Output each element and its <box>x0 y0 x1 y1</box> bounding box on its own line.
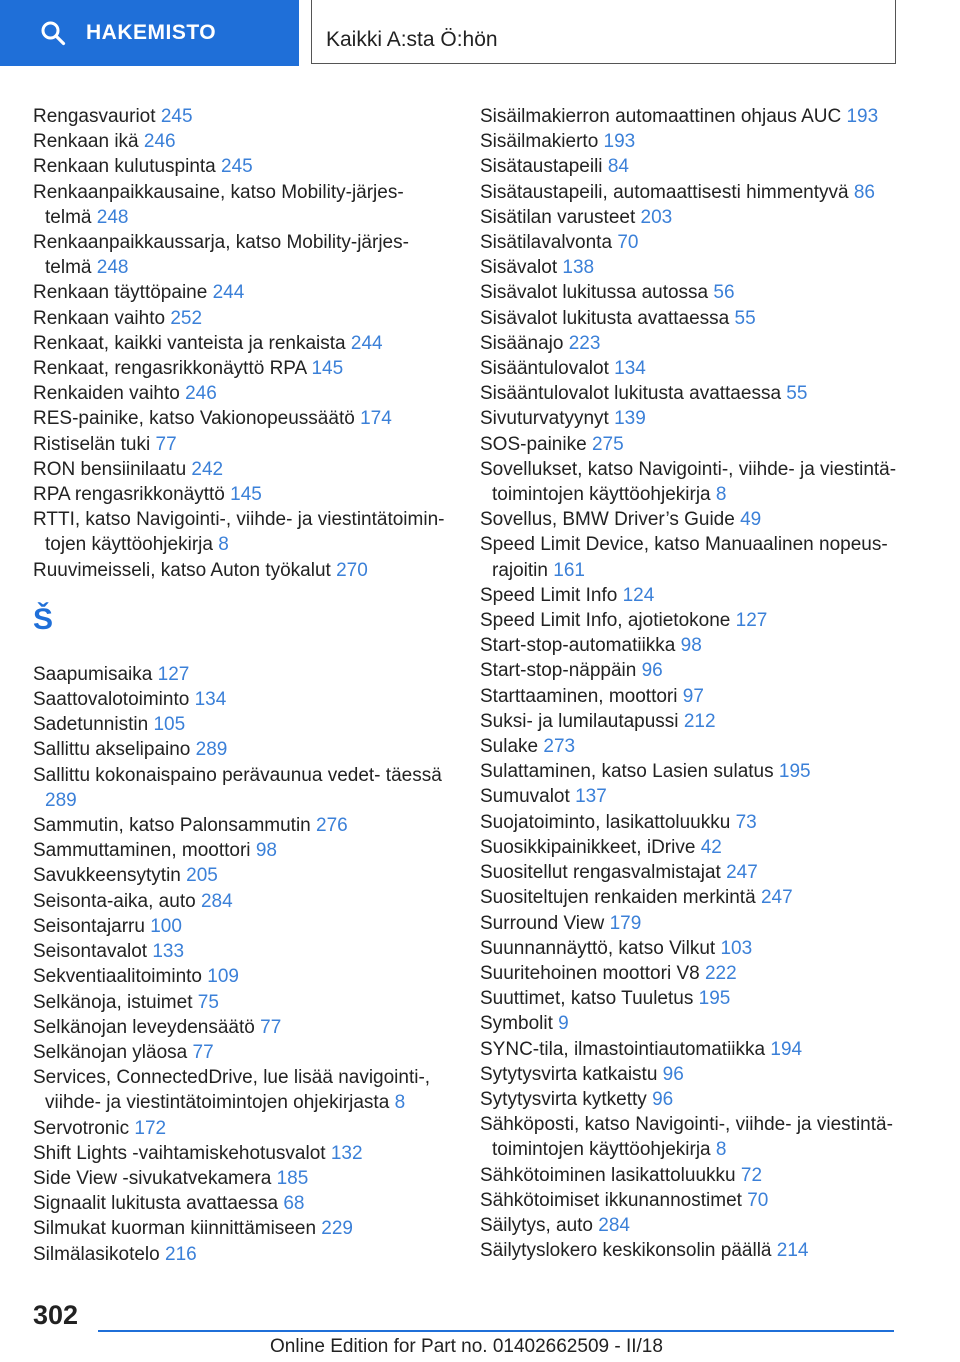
index-term: Suojatoiminto, lasikattoluukku <box>480 811 731 833</box>
index-entry <box>33 558 453 583</box>
index-term: Sammuttaminen, moottori <box>33 840 251 862</box>
index-term: Sisävalot lukitussa autossa <box>480 282 709 304</box>
index-entry <box>480 255 910 280</box>
page-reference-link[interactable]: 100 <box>150 915 182 937</box>
page-reference-link[interactable]: 252 <box>170 307 203 329</box>
index-term: Sovellus, BMW Driver’s Guide <box>480 509 735 531</box>
page-reference-link[interactable]: 8 <box>715 484 727 506</box>
page-reference-link[interactable]: 275 <box>591 433 624 455</box>
page-reference-link[interactable]: 70 <box>617 232 639 254</box>
page-reference-link[interactable]: 205 <box>186 865 218 887</box>
index-entry <box>33 763 453 813</box>
page-reference-link[interactable]: 127 <box>157 663 190 685</box>
index-term: Suosikkipainikkeet, iDrive <box>480 836 696 858</box>
page-reference-link[interactable]: 134 <box>194 689 227 711</box>
index-entry <box>480 381 910 406</box>
index-term: Sisäilmakierto <box>480 131 599 153</box>
page-reference-link[interactable]: 203 <box>640 206 673 228</box>
page-reference-link[interactable]: 172 <box>134 1117 167 1139</box>
index-entry <box>33 662 453 687</box>
index-term: Suksi- ja lumilautapussi <box>480 710 679 732</box>
page-reference-link[interactable]: 276 <box>316 815 348 837</box>
index-entry <box>480 684 910 709</box>
index-term: RON bensiinilaatu <box>33 458 187 480</box>
index-entry <box>33 381 453 406</box>
index-term: Renkaan täyttöpaine <box>33 282 208 304</box>
index-term: Shift Lights -vaihtamiskehotusvalot <box>33 1142 326 1164</box>
index-entry <box>33 1141 453 1166</box>
index-entry <box>33 331 453 356</box>
page-reference-link[interactable]: 139 <box>614 408 646 430</box>
page-reference-link[interactable]: 96 <box>662 1063 684 1085</box>
index-term: RPA rengasrikkonäyttö <box>33 484 225 506</box>
search-icon <box>40 20 66 46</box>
index-entry <box>33 1040 453 1065</box>
index-entry <box>480 129 910 154</box>
index-term: Sumuvalot <box>480 786 570 808</box>
page-reference-link[interactable]: 216 <box>165 1243 197 1265</box>
index-entry <box>33 129 453 154</box>
footer-divider <box>98 1330 894 1332</box>
page-reference-link[interactable]: 133 <box>152 941 185 963</box>
index-term: Renkaiden vaihto <box>33 383 180 405</box>
index-term: Selkänojan leveydensäätö <box>33 1016 255 1038</box>
index-term: Seisonta-aika, auto <box>33 890 196 912</box>
index-entry <box>480 1188 910 1213</box>
index-entry <box>33 406 453 431</box>
page-reference-link[interactable]: 223 <box>568 332 601 354</box>
index-entry <box>480 1011 910 1036</box>
index-entry <box>33 1242 453 1267</box>
index-entry <box>480 331 910 356</box>
index-term: Servotronic <box>33 1117 130 1139</box>
index-term: RES-painike, katso Vakionopeussäätö <box>33 408 355 430</box>
section-title: Kaikki A:sta Ö:hön <box>311 0 896 64</box>
index-column-left <box>33 104 453 1267</box>
index-term: Ristiselän tuki <box>33 433 151 455</box>
page-reference-link[interactable]: 70 <box>747 1189 769 1211</box>
index-term: Sisävalot lukitusta avattaessa <box>480 307 730 329</box>
index-entry <box>33 154 453 179</box>
index-term: Sisävalot <box>480 257 558 279</box>
footer-edition-text: Online Edition for Part no. 01402662509 - II/18 <box>270 1336 663 1357</box>
index-entry <box>480 180 910 205</box>
index-term: Selkänojan yläosa <box>33 1041 188 1063</box>
index-entry <box>33 104 453 129</box>
page-reference-link[interactable]: 96 <box>652 1088 674 1110</box>
page-reference-link[interactable]: 103 <box>720 937 753 959</box>
index-entry <box>33 990 453 1015</box>
index-term: Start-stop-automatiikka <box>480 635 676 657</box>
index-entry <box>33 939 453 964</box>
page-reference-link[interactable]: 246 <box>143 131 176 153</box>
index-term: Sytytysvirta katkaistu <box>480 1063 658 1085</box>
index-entry <box>480 1213 910 1238</box>
index-entry <box>33 838 453 863</box>
index-term: SOS-painike <box>480 433 587 455</box>
page-reference-link[interactable]: 145 <box>311 358 344 380</box>
index-list-r <box>33 104 453 583</box>
index-entry <box>33 230 453 280</box>
page-reference-link[interactable]: 124 <box>622 584 655 606</box>
page-reference-link[interactable]: 247 <box>726 862 758 884</box>
index-entry <box>480 356 910 381</box>
index-entry <box>33 964 453 989</box>
index-entry <box>480 230 910 255</box>
index-entry <box>33 1116 453 1141</box>
page-reference-link[interactable]: 194 <box>770 1038 803 1060</box>
index-term: Suositeltujen renkaiden merkintä <box>480 887 756 909</box>
page-reference-link[interactable]: 289 <box>195 739 228 761</box>
index-term: Saattovalotoiminto <box>33 689 190 711</box>
index-term: Surround View <box>480 912 605 934</box>
page-reference-link[interactable]: 86 <box>853 181 875 203</box>
index-term: Sulattaminen, katso Lasien sulatus <box>480 761 774 783</box>
page-reference-link[interactable]: 96 <box>641 660 663 682</box>
index-term: Sammutin, katso Palonsammutin <box>33 815 311 837</box>
index-entry <box>480 633 910 658</box>
index-term: Selkänoja, istuimet <box>33 991 193 1013</box>
index-entry <box>33 1191 453 1216</box>
index-term: Speed Limit Info <box>480 584 618 606</box>
page-reference-link[interactable]: 145 <box>230 484 262 506</box>
index-term: Start-stop-näppäin <box>480 660 637 682</box>
index-term: Sisäilmakierron automaattinen ohjaus AUC <box>480 106 842 127</box>
page-reference-link[interactable]: 77 <box>192 1041 214 1063</box>
page-reference-link[interactable]: 8 <box>715 1139 727 1161</box>
index-entry <box>480 961 910 986</box>
index-entry <box>480 734 910 759</box>
page-reference-link[interactable]: 77 <box>155 433 177 455</box>
page-reference-link[interactable]: 247 <box>760 887 793 909</box>
index-term: Renkaanpaikkaussarja, katso Mobility-järjes‐ telmä <box>33 232 409 279</box>
index-term: Speed Limit Info, ajotietokone <box>480 610 731 632</box>
index-label: HAKEMISTO <box>86 21 217 44</box>
page-reference-link[interactable]: 161 <box>553 559 585 581</box>
index-entry <box>480 885 910 910</box>
index-entry <box>480 532 910 582</box>
page-reference-link[interactable]: 244 <box>212 282 245 304</box>
page-reference-link[interactable]: 77 <box>260 1016 282 1038</box>
index-entry <box>480 280 910 305</box>
page-reference-link[interactable]: 195 <box>698 988 731 1010</box>
index-entry <box>33 1065 453 1115</box>
index-column-right <box>480 104 910 1263</box>
index-entry <box>33 712 453 737</box>
page-reference-link[interactable]: 246 <box>185 383 217 405</box>
index-term: Silmälasikotelo <box>33 1243 160 1265</box>
page-reference-link[interactable]: 73 <box>735 811 757 833</box>
index-term: Renkaanpaikkausaine, katso Mobility-järjes‐ telmä <box>33 181 404 228</box>
index-entry <box>480 810 910 835</box>
index-term: Seisontajarru <box>33 915 145 937</box>
top-bar <box>0 0 960 66</box>
page-reference-link[interactable]: 137 <box>575 786 607 808</box>
index-entry <box>480 1037 910 1062</box>
page-reference-link[interactable]: 72 <box>740 1164 763 1186</box>
index-entry <box>33 356 453 381</box>
page-reference-link[interactable]: 195 <box>778 761 811 783</box>
index-entry <box>33 914 453 939</box>
index-term: Suuttimet, katso Tuuletus <box>480 988 694 1010</box>
index-entry <box>33 737 453 762</box>
index-entry <box>480 709 910 734</box>
page-reference-link[interactable]: 49 <box>740 509 762 531</box>
page-reference-link[interactable]: 179 <box>609 912 642 934</box>
index-entry <box>480 1087 910 1112</box>
index-term: Sisääntulovalot <box>480 358 609 380</box>
index-entry <box>33 1015 453 1040</box>
page-reference-link[interactable]: 68 <box>283 1193 305 1215</box>
index-term: Sisätaustapeili, automaattisesti himmentyvä <box>480 181 849 203</box>
index-term: Seisontavalot <box>33 941 148 963</box>
index-entry <box>33 507 453 557</box>
index-entry <box>480 986 910 1011</box>
index-entry <box>33 432 453 457</box>
index-entry <box>480 835 910 860</box>
index-term: Sisätaustapeili <box>480 156 603 178</box>
index-term: Savukkeensytytin <box>33 865 181 887</box>
index-entry <box>33 813 453 838</box>
page-reference-link[interactable]: 185 <box>276 1167 309 1189</box>
index-entry <box>480 1112 910 1162</box>
page-reference-link[interactable]: 244 <box>350 332 383 354</box>
index-entry <box>480 432 910 457</box>
index-term: Sisätilavalvonta <box>480 232 613 254</box>
index-term: Sähköposti, katso Navigointi-, viihde- ja viestintä‐ toimintojen käyttöohjekirja <box>480 1114 893 1161</box>
page-reference-link[interactable]: 289 <box>45 789 77 811</box>
page-reference-link[interactable]: 84 <box>607 156 629 178</box>
page-reference-link[interactable]: 127 <box>735 610 768 632</box>
index-term: Renkaan ikä <box>33 131 139 153</box>
index-entry <box>480 507 910 532</box>
page-reference-link[interactable]: 9 <box>558 1013 569 1035</box>
page-reference-link[interactable]: 8 <box>218 534 229 556</box>
index-term: Suunnannäyttö, katso Vilkut <box>480 937 716 959</box>
index-term: SYNC-tila, ilmastointiautomatiikka <box>480 1038 766 1060</box>
index-entry <box>33 280 453 305</box>
index-term: Sallittu akselipaino <box>33 739 191 761</box>
page-reference-link[interactable]: 245 <box>221 156 253 178</box>
page-reference-link[interactable]: 75 <box>197 991 219 1013</box>
page-reference-link[interactable]: 248 <box>96 257 129 279</box>
page-reference-link[interactable]: 193 <box>603 131 636 153</box>
index-term: Sisääntulovalot lukitusta avattaessa <box>480 383 782 405</box>
index-entry <box>480 759 910 784</box>
index-term: Sähkötoiminen lasikattoluukku <box>480 1164 736 1186</box>
index-entry <box>33 889 453 914</box>
page-reference-link[interactable]: 56 <box>713 282 735 304</box>
index-term: Sallittu kokonaispaino perävaunua vedet‐ täessä <box>33 764 442 786</box>
index-term: Sähkötoimiset ikkunannostimet <box>480 1189 742 1211</box>
index-entry <box>33 457 453 482</box>
index-entry <box>33 180 453 230</box>
index-term: Speed Limit Device, katso Manuaalinen nopeus‐ rajoitin <box>480 534 888 581</box>
page-reference-link[interactable]: 273 <box>543 736 576 758</box>
index-entry <box>33 306 453 331</box>
index-entry <box>480 784 910 809</box>
index-entry <box>480 936 910 961</box>
index-entry <box>480 860 910 885</box>
index-entry <box>480 104 910 129</box>
index-term: Renkaat, rengasrikkonäyttö RPA <box>33 358 307 380</box>
index-term: Rengasvauriot <box>33 106 156 127</box>
index-entry <box>480 1238 910 1263</box>
page-number: 302 <box>33 1300 79 1330</box>
page-reference-link[interactable]: 193 <box>846 106 879 127</box>
index-entry <box>480 911 910 936</box>
page-reference-link[interactable]: 42 <box>700 836 722 858</box>
page-reference-link[interactable]: 174 <box>360 408 392 430</box>
page-reference-link[interactable]: 229 <box>321 1218 353 1240</box>
index-term: Sytytysvirta kytketty <box>480 1088 647 1110</box>
page-reference-link[interactable]: 98 <box>255 840 277 862</box>
index-term: Suuritehoinen moottori V8 <box>480 962 700 984</box>
index-term: Symbolit <box>480 1013 553 1035</box>
page-reference-link[interactable]: 242 <box>191 458 224 480</box>
index-term: Sekventiaalitoiminto <box>33 966 202 988</box>
index-term: Renkaan kulutuspinta <box>33 156 216 178</box>
index-entry <box>33 1216 453 1241</box>
index-entry <box>33 482 453 507</box>
index-term: Sisäänajo <box>480 332 564 354</box>
index-entry <box>33 687 453 712</box>
index-term: Renkaan vaihto <box>33 307 166 329</box>
index-entry <box>33 863 453 888</box>
page-reference-link[interactable]: 109 <box>207 966 239 988</box>
page-reference-link[interactable]: 222 <box>704 962 737 984</box>
index-term: RTTI, katso Navigointi-, viihde- ja viestintätoimin‐ tojen käyttöohjekirja <box>33 509 445 556</box>
index-entry <box>480 406 910 431</box>
index-term: Services, ConnectedDrive, lue lisää navigointi-, viihde- ja viestintätoimintojen ohjekirjasta <box>33 1067 431 1114</box>
index-list-right <box>480 104 910 1263</box>
page-reference-link[interactable]: 138 <box>562 257 595 279</box>
index-term: Signaalit lukitusta avattaessa <box>33 1193 279 1215</box>
page-reference-link[interactable]: 245 <box>160 106 193 127</box>
page-reference-link[interactable]: 284 <box>200 890 233 912</box>
index-term: Renkaat, kaikki vanteista ja renkaista <box>33 332 346 354</box>
page-reference-link[interactable]: 105 <box>153 714 186 736</box>
index-entry <box>480 608 910 633</box>
index-term: Säilytys, auto <box>480 1214 593 1236</box>
index-term: Sulake <box>480 736 539 758</box>
index-term: Silmukat kuorman kiinnittämiseen <box>33 1218 317 1240</box>
index-term: Saapumisaika <box>33 663 153 685</box>
index-term: Sisätilan varusteet <box>480 206 636 228</box>
page-reference-link[interactable]: 98 <box>680 635 702 657</box>
page-reference-link[interactable]: 97 <box>682 685 704 707</box>
page-reference-link[interactable]: 214 <box>776 1240 809 1262</box>
page-reference-link[interactable]: 212 <box>683 710 716 732</box>
index-term: Side View -sivukatvekamera <box>33 1167 272 1189</box>
page-reference-link[interactable]: 132 <box>330 1142 363 1164</box>
page-reference-link[interactable]: 55 <box>734 307 756 329</box>
index-entry <box>480 1163 910 1188</box>
index-entry <box>480 658 910 683</box>
index-entry <box>480 583 910 608</box>
index-entry <box>480 1062 910 1087</box>
index-entry <box>480 306 910 331</box>
letter-heading: Š <box>33 602 54 636</box>
index-term: Säilytyslokero keskikonsolin päällä <box>480 1240 772 1262</box>
index-term: Ruuvimeisseli, katso Auton työkalut <box>33 559 331 581</box>
page-reference-link[interactable]: 134 <box>614 358 646 380</box>
page-reference-link[interactable]: 55 <box>786 383 808 405</box>
page-reference-link[interactable]: 270 <box>336 559 368 581</box>
page-reference-link[interactable]: 8 <box>394 1092 406 1114</box>
index-term: Starttaaminen, moottori <box>480 685 678 707</box>
index-entry <box>480 154 910 179</box>
index-button[interactable] <box>0 0 299 66</box>
index-term: Sadetunnistin <box>33 714 149 736</box>
index-entry <box>480 457 910 507</box>
index-term: Sivuturvatyynyt <box>480 408 609 430</box>
index-term: Suositellut rengasvalmistajat <box>480 862 721 884</box>
index-list-s <box>33 662 453 1267</box>
page-reference-link[interactable]: 248 <box>96 206 129 228</box>
page-reference-link[interactable]: 284 <box>598 1214 630 1236</box>
index-entry <box>33 1166 453 1191</box>
index-term: Sovellukset, katso Navigointi-, viihde- ja viestintä‐ toimintojen käyttöohjekirja <box>480 458 897 506</box>
index-entry <box>480 205 910 230</box>
